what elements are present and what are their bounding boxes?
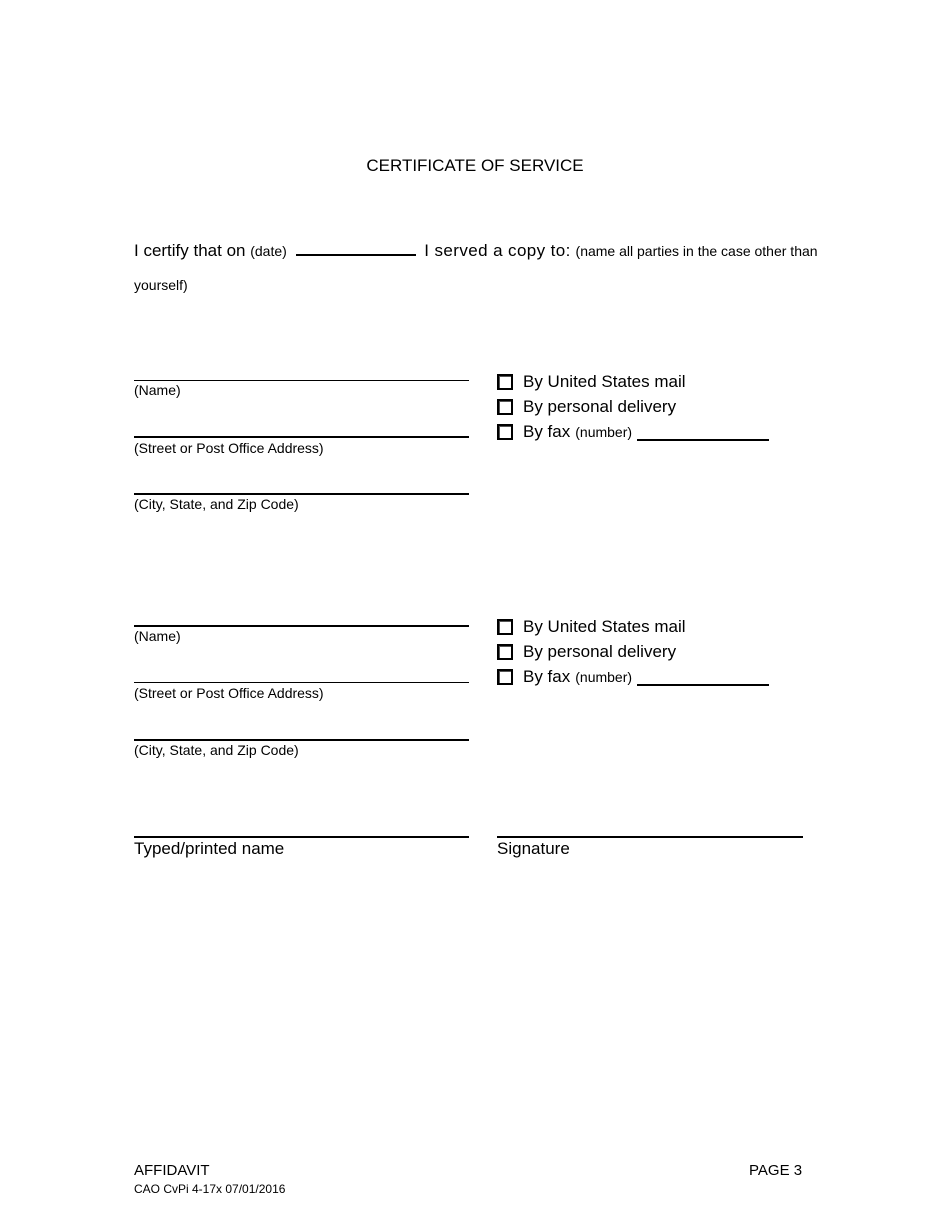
checkbox-mail[interactable]	[497, 374, 513, 390]
option-fax[interactable]	[497, 667, 769, 687]
fax-number-label: (number)	[575, 424, 633, 440]
option-mail[interactable]	[497, 372, 686, 392]
footer-form-code: CAO CvPi 4-17x 07/01/2016	[134, 1182, 286, 1196]
parties-instruction-continued: yourself)	[134, 277, 188, 293]
checkbox-fax[interactable]	[497, 424, 513, 440]
fax-number-label: (number)	[575, 669, 633, 685]
checkbox-personal[interactable]	[497, 399, 513, 415]
address-label: (Street or Post Office Address)	[134, 440, 324, 456]
option-fax[interactable]	[497, 422, 769, 442]
option-personal[interactable]	[497, 397, 676, 417]
printed-name-field[interactable]	[134, 836, 469, 838]
address-field[interactable]	[134, 436, 469, 438]
parties-instruction: (name all parties in the case other than	[575, 243, 818, 259]
name-field[interactable]	[134, 625, 469, 627]
fax-number-field[interactable]	[637, 423, 769, 441]
certify-statement	[134, 236, 831, 261]
page-title: CERTIFICATE OF SERVICE	[366, 156, 584, 175]
name-label: (Name)	[134, 628, 181, 644]
option-fax-label: By fax	[523, 422, 571, 441]
checkbox-fax[interactable]	[497, 669, 513, 685]
date-field[interactable]	[296, 236, 416, 256]
footer-page-number: PAGE 3	[749, 1162, 803, 1179]
checkbox-personal[interactable]	[497, 644, 513, 660]
option-mail-label: By United States mail	[523, 372, 686, 391]
option-mail[interactable]	[497, 617, 686, 637]
certify-prefix: I certify that on	[134, 241, 246, 260]
address-field[interactable]	[134, 682, 469, 683]
city-label: (City, State, and Zip Code)	[134, 742, 299, 758]
served-text: I served a copy to:	[424, 241, 571, 260]
city-field[interactable]	[134, 493, 469, 495]
option-personal-label: By personal delivery	[523, 642, 677, 661]
option-personal[interactable]	[497, 642, 676, 662]
signature-label: Signature	[497, 839, 570, 858]
address-label: (Street or Post Office Address)	[134, 685, 324, 701]
footer-doc-type: AFFIDAVIT	[134, 1162, 210, 1179]
fax-number-field[interactable]	[637, 668, 769, 686]
name-label: (Name)	[134, 382, 181, 398]
city-field[interactable]	[134, 739, 469, 741]
option-personal-label: By personal delivery	[523, 397, 677, 416]
city-label: (City, State, and Zip Code)	[134, 496, 299, 512]
option-mail-label: By United States mail	[523, 617, 686, 636]
checkbox-mail[interactable]	[497, 619, 513, 635]
option-fax-label: By fax	[523, 667, 571, 686]
signature-field[interactable]	[497, 836, 803, 838]
date-label: (date)	[250, 243, 287, 259]
printed-name-label: Typed/printed name	[134, 839, 285, 858]
name-field[interactable]	[134, 380, 469, 381]
